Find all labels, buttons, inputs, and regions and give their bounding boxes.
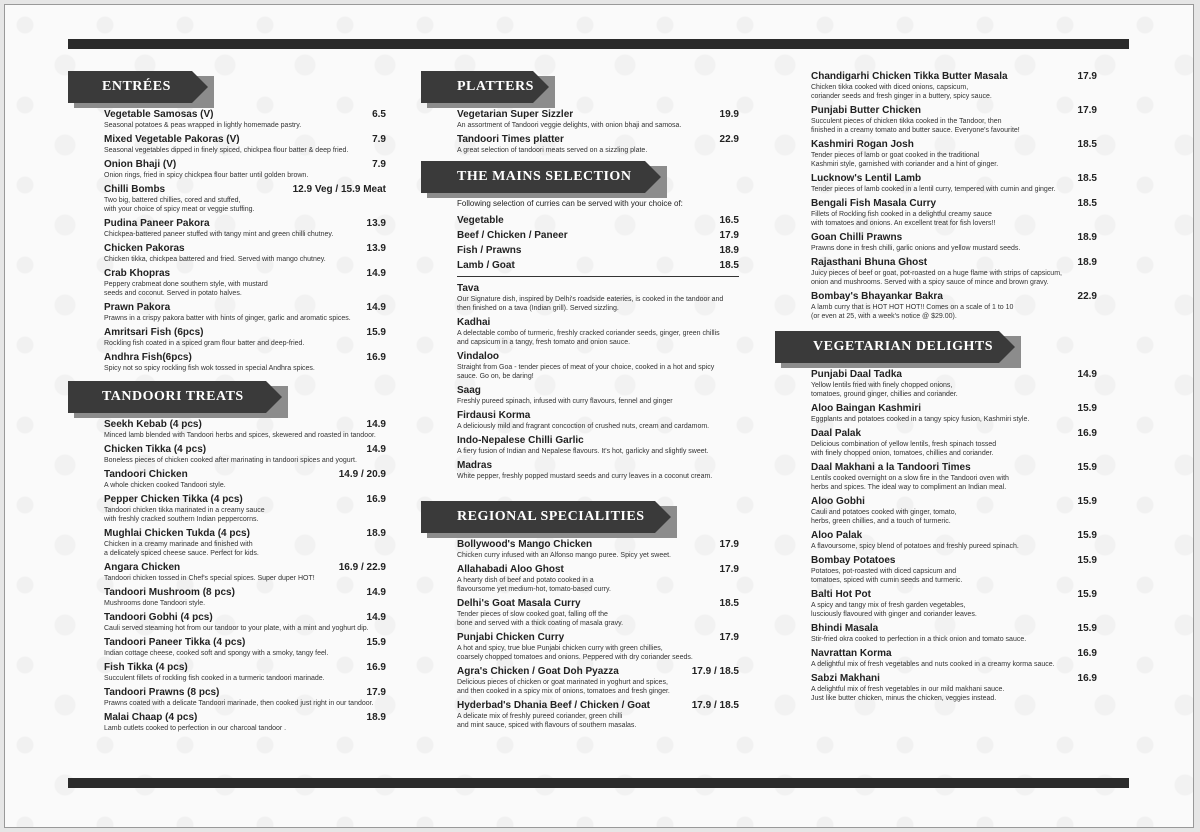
menu-item-price: 12.9 Veg / 15.9 Meat	[292, 184, 386, 195]
regional-list	[421, 539, 739, 730]
menu-item-name: Aloo Gobhi	[811, 496, 865, 507]
platters-title: PLATTERS	[421, 71, 533, 103]
entrees-title: ENTRÉES	[68, 71, 192, 103]
menu-item-name: Mughlai Chicken Tukda (4 pcs)	[104, 528, 250, 539]
menu-item	[68, 134, 386, 155]
menu-item-name: Tandoori Chicken	[104, 469, 188, 480]
menu-item	[421, 435, 739, 456]
menu-item-price: 7.9	[372, 159, 386, 170]
menu-item	[68, 494, 386, 524]
menu-item-description: Tender pieces of slow cooked goat, falling off the bone and served with a thick coating of masala gravy.	[457, 611, 624, 627]
curry-base-label: Vegetable	[457, 215, 504, 226]
regional-title: REGIONAL SPECIALITIES	[421, 501, 655, 533]
curry-base-price: 16.5	[719, 215, 739, 226]
menu-item-description: Straight from Goa - tender pieces of meat of your choice, cooked in a hot and spicy sauce. Go on, be daring!	[457, 364, 715, 380]
menu-item-description: Tender pieces of lamb cooked in a lentil curry, tempered with cumin and ginger.	[811, 186, 1056, 193]
menu-item-description: Minced lamb blended with Tandoori herbs and spices, skewered and roasted in tandoor.	[104, 432, 376, 439]
menu-item-price: 16.9	[1077, 648, 1097, 659]
menu-item-price: 17.9	[719, 632, 739, 643]
menu-item-description: Eggplants and potatoes cooked in a tangy spicy fusion, Kashmiri style.	[811, 416, 1030, 423]
menu-item-price: 16.9	[366, 352, 386, 363]
menu-item-name: Indo-Nepalese Chilli Garlic	[457, 435, 584, 446]
menu-item-name: Tandoori Times platter	[457, 134, 564, 145]
menu-item	[68, 109, 386, 130]
menu-item-price: 22.9	[1077, 291, 1097, 302]
menu-item-name: Amritsari Fish (6pcs)	[104, 327, 204, 338]
menu-item-description: A hearty dish of beef and potato cooked in a flavoursome yet medium-hot, tomato-based curry.	[457, 577, 611, 593]
menu-item-description: Boneless pieces of chicken cooked after marinating in tandoori spices and yogurt.	[104, 457, 357, 464]
menu-item	[421, 632, 739, 662]
menu-item-price: 7.9	[372, 134, 386, 145]
menu-item-name: Goan Chilli Prawns	[811, 232, 903, 243]
menu-item-description: Chicken tikka, chickpea battered and fried. Served with mango chutney.	[104, 256, 326, 263]
menu-item	[775, 623, 1097, 644]
menu-item-description: Mushrooms done Tandoori style.	[104, 600, 206, 607]
menu-item-name: Prawn Pakora	[104, 302, 171, 313]
menu-item-name: Daal Makhani a la Tandoori Times	[811, 462, 971, 473]
menu-item	[775, 173, 1097, 194]
menu-item	[775, 428, 1097, 458]
menu-item-price: 17.9 / 18.5	[691, 666, 739, 677]
vegetarian-title: VEGETARIAN DELIGHTS	[775, 331, 999, 363]
menu-item-description: A hot and spicy, true blue Punjabi chicken curry with green chillies, coarsely chopped tomatoes and onions. Peppered with dry coriander seeds.	[457, 645, 693, 661]
menu-item-name: Seekh Kebab (4 pcs)	[104, 419, 202, 430]
menu-item	[775, 462, 1097, 492]
menu-item	[421, 134, 739, 155]
menu-item-price: 16.9	[366, 662, 386, 673]
menu-item-name: Tava	[457, 283, 480, 294]
menu-item-description: Potatoes, pot-roasted with diced capsicum and tomatoes, spiced with cumin seeds and turmeric.	[811, 568, 963, 584]
menu-item-price: 15.9	[366, 637, 386, 648]
curry-base-price: 18.5	[719, 260, 739, 271]
menu-item-name: Hyderbad's Dhania Beef / Chicken / Goat	[457, 700, 650, 711]
menu-item-description: A flavoursome, spicy blend of potatoes and freshly pureed spinach.	[811, 543, 1019, 550]
menu-item-price: 18.5	[1077, 139, 1097, 150]
menu-item-description: A delightful mix of fresh vegetables in our mild makhani sauce. Just like butter chicken, minus the chicken, veggies instead.	[811, 686, 1005, 702]
menu-item	[775, 198, 1097, 228]
menu-item-price: 15.9	[1077, 589, 1097, 600]
menu-item	[68, 687, 386, 708]
menu-item-name: Chilli Bombs	[104, 184, 166, 195]
menu-item-description: Chicken in a creamy marinade and finished with a delicately spiced cheese sauce. Perfect for kids.	[104, 541, 259, 557]
menu-item	[775, 291, 1097, 321]
menu-item	[68, 562, 386, 583]
menu-item-description: Chicken tikka cooked with diced onions, capsicum, coriander seeds and fresh ginger in a buttery, spicy sauce.	[811, 84, 992, 100]
menu-item-description: Lentils cooked overnight on a slow fire in the Tandoori oven with herbs and spices. The ideal way to compliment an Indian meal.	[811, 475, 1009, 491]
menu-item	[68, 302, 386, 323]
menu-item	[68, 352, 386, 373]
menu-item-description: A lamb curry that is HOT HOT HOT!! Comes on a scale of 1 to 10 (or even at 25, with a week's notice @ $29.00).	[811, 304, 1014, 320]
curry-base-label: Beef / Chicken / Paneer	[457, 230, 568, 241]
menu-item-name: Mixed Vegetable Pakoras (V)	[104, 134, 240, 145]
menu-item-price: 14.9	[1077, 369, 1097, 380]
menu-item-description: Prawns coated with a delicate Tandoori marinade, then cooked just right in our tandoor.	[104, 700, 374, 707]
menu-item-price: 14.9	[366, 302, 386, 313]
menu-item-name: Chicken Tikka (4 pcs)	[104, 444, 207, 455]
menu-item-price: 16.9 / 22.9	[338, 562, 386, 573]
menu-item-price: 18.5	[719, 598, 739, 609]
menu-item-description: Indian cottage cheese, cooked soft and spongy with a smoky, tangy feel.	[104, 650, 329, 657]
top-border-bar	[68, 39, 1129, 49]
menu-item	[775, 403, 1097, 424]
curry-base-price: 17.9	[719, 230, 739, 241]
menu-item-name: Sabzi Makhani	[811, 673, 880, 684]
menu-item-name: Bollywood's Mango Chicken	[457, 539, 593, 550]
menu-item-description: Cauli and potatoes cooked with ginger, tomato, herbs, green chillies, and a touch of turmeric.	[811, 509, 957, 525]
menu-item-description: Fillets of Rockling fish cooked in a delightful creamy sauce with tomatoes and onions. An excellent treat for fish lovers!!	[811, 211, 996, 227]
menu-item-description: Prawns done in fresh chilli, garlic onions and yellow mustard seeds.	[811, 245, 1021, 252]
menu-item-name: Punjabi Chicken Curry	[457, 632, 565, 643]
menu-item-name: Allahabadi Aloo Ghost	[457, 564, 564, 575]
menu-item	[68, 712, 386, 733]
menu-item-price: 15.9	[1077, 623, 1097, 634]
regional-continued-list	[775, 71, 1097, 321]
menu-item-name: Rajasthani Bhuna Ghost	[811, 257, 928, 268]
menu-item-name: Agra's Chicken / Goat Doh Pyazza	[457, 666, 619, 677]
menu-item-name: Saag	[457, 385, 481, 396]
menu-item-name: Tandoori Prawns (8 pcs)	[104, 687, 220, 698]
menu-item-name: Chandigarhi Chicken Tikka Butter Masala	[811, 71, 1008, 82]
curry-base-label: Fish / Prawns	[457, 245, 522, 256]
menu-item	[775, 232, 1097, 253]
menu-item-description: Chicken curry infused with an Alfonso mango puree. Spicy yet sweet.	[457, 552, 671, 559]
menu-item	[775, 555, 1097, 585]
menu-item-description: Tender pieces of lamb or goat cooked in the traditional Kashmiri style, garnished with coriander and a hint of ginger.	[811, 152, 999, 168]
mains-list	[421, 283, 739, 481]
menu-item	[68, 327, 386, 348]
menu-item-description: Seasonal potatoes & peas wrapped in lightly homemade pastry.	[104, 122, 302, 129]
menu-item-name: Punjabi Butter Chicken	[811, 105, 922, 116]
menu-item-description: Freshly pureed spinach, infused with curry flavours, fennel and ginger	[457, 398, 673, 405]
menu-item-description: Yellow lentils fried with finely chopped onions, tomatoes, ground ginger, chillies and coriander.	[811, 382, 958, 398]
vegetarian-heading	[775, 331, 1097, 363]
menu-item	[775, 673, 1097, 703]
menu-item-name: Balti Hot Pot	[811, 589, 871, 600]
menu-item-price: 14.9 / 20.9	[338, 469, 386, 480]
menu-item-price: 16.9	[366, 494, 386, 505]
mains-divider	[457, 276, 739, 277]
menu-item	[421, 317, 739, 347]
menu-item-price: 16.9	[1077, 673, 1097, 684]
menu-item-price: 15.9	[1077, 555, 1097, 566]
column-left	[68, 71, 386, 737]
menu-item-description: Juicy pieces of beef or goat, pot-roasted on a huge flame with strips of capsicum, onion and mushrooms. Served with a spicy sauce of mince and brown gravy.	[811, 270, 1062, 286]
menu-item-price: 14.9	[366, 268, 386, 279]
menu-item	[775, 257, 1097, 287]
menu-item-name: Pudina Paneer Pakora	[104, 218, 210, 229]
regional-heading	[421, 501, 739, 533]
menu-item	[421, 666, 739, 696]
menu-item-name: Delhi's Goat Masala Curry	[457, 598, 581, 609]
menu-item	[775, 369, 1097, 399]
menu-item-name: Tandoori Gobhi (4 pcs)	[104, 612, 213, 623]
menu-item-name: Bombay Potatoes	[811, 555, 896, 566]
menu-item-price: 15.9	[1077, 462, 1097, 473]
platters-heading	[421, 71, 739, 103]
menu-item-description: A delightful mix of fresh vegetables and nuts cooked in a creamy korma sauce.	[811, 661, 1055, 668]
menu-item-description: Prawns in a crispy pakora batter with hints of ginger, garlic and aromatic spices.	[104, 315, 351, 322]
menu-item	[68, 184, 386, 214]
platters-list	[421, 109, 739, 155]
menu-item-description: Tandoori chicken tikka marinated in a creamy sauce with freshly cracked southern Indian peppercorns.	[104, 507, 265, 523]
menu-item-description: A delectable combo of turmeric, freshly cracked coriander seeds, ginger, green chillis and capsicum in a tangy, fresh tomato and onion sauce.	[457, 330, 720, 346]
menu-item-price: 17.9	[719, 539, 739, 550]
menu-item-name: Lucknow's Lentil Lamb	[811, 173, 922, 184]
menu-item-price: 18.9	[366, 712, 386, 723]
menu-item	[68, 528, 386, 558]
menu-item-name: Madras	[457, 460, 493, 471]
menu-item	[68, 612, 386, 633]
menu-item-description: Chickpea-battered paneer stuffed with tangy mint and green chilli chutney.	[104, 231, 334, 238]
menu-item	[775, 648, 1097, 669]
menu-item-price: 17.9 / 18.5	[691, 700, 739, 711]
menu-item	[68, 469, 386, 490]
menu-item-name: Vegetable Samosas (V)	[104, 109, 214, 120]
menu-item	[68, 587, 386, 608]
menu-item-price: 6.5	[372, 109, 386, 120]
menu-item-description: Succulent pieces of chicken tikka cooked in the Tandoor, then finished in a creamy tomato and butter sauce. Everyone's favourite!	[811, 118, 1020, 134]
menu-item-name: Tandoori Paneer Tikka (4 pcs)	[104, 637, 246, 648]
menu-item-price: 22.9	[719, 134, 739, 145]
menu-item	[68, 243, 386, 264]
menu-item-name: Bengali Fish Masala Curry	[811, 198, 937, 209]
menu-item-name: Pepper Chicken Tikka (4 pcs)	[104, 494, 243, 505]
menu-item	[775, 589, 1097, 619]
entrees-list	[68, 109, 386, 373]
menu-item-name: Bhindi Masala	[811, 623, 879, 634]
menu-item-description: A great selection of tandoori meats served on a sizzling plate.	[457, 147, 648, 154]
menu-item	[68, 159, 386, 180]
menu-item-price: 19.9	[719, 109, 739, 120]
menu-item-description: Seasonal vegetables dipped in finely spiced, chickpea flour batter & deep fried.	[104, 147, 349, 154]
menu-item-name: Andhra Fish(6pcs)	[104, 352, 192, 363]
menu-item	[68, 218, 386, 239]
menu-item	[421, 539, 739, 560]
menu-item-price: 16.9	[1077, 428, 1097, 439]
menu-item	[68, 444, 386, 465]
column-middle	[421, 71, 739, 734]
menu-item	[421, 351, 739, 381]
menu-item-name: Kadhai	[457, 317, 491, 328]
menu-item-description: Rockling fish coated in a spiced gram flour batter and deep-fried.	[104, 340, 305, 347]
menu-item-description: Spicy not so spicy rockling fish wok tossed in special Andhra spices.	[104, 365, 315, 372]
menu-item-price: 15.9	[1077, 496, 1097, 507]
menu-item-description: Peppery crabmeat done southern style, with mustard seeds and coconut. Served in potato halves.	[104, 281, 268, 297]
menu-item-name: Aloo Palak	[811, 530, 863, 541]
menu-item-description: Cauli served steaming hot from our tandoor to your plate, with a mint and yoghurt dip.	[104, 625, 369, 632]
menu-item	[775, 105, 1097, 135]
menu-item-price: 14.9	[366, 587, 386, 598]
menu-item-description: Our Signature dish, inspired by Delhi's roadside eateries, is cooked in the tandoor and then finished on a tava (Indian grill). Served sizzling.	[457, 296, 724, 312]
curry-base-price-row	[421, 243, 739, 258]
menu-item-price: 17.9	[366, 687, 386, 698]
menu-item	[421, 385, 739, 406]
menu-item-name: Vindaloo	[457, 351, 500, 362]
menu-item-name: Angara Chicken	[104, 562, 181, 573]
menu-item	[421, 598, 739, 628]
menu-item-price: 18.9	[366, 528, 386, 539]
menu-item-price: 15.9	[1077, 530, 1097, 541]
menu-item-price: 15.9	[366, 327, 386, 338]
menu-item-price: 13.9	[366, 243, 386, 254]
menu-item-name: Fish Tikka (4 pcs)	[104, 662, 188, 673]
menu-item-description: Succulent fillets of rockling fish cooked in a turmeric tandoori marinade.	[104, 675, 325, 682]
menu-item-name: Vegetarian Super Sizzler	[457, 109, 574, 120]
menu-item	[421, 283, 739, 313]
menu-item-price: 18.5	[1077, 198, 1097, 209]
menu-item-description: Lamb cutlets cooked to perfection in our charcoal tandoor .	[104, 725, 287, 732]
entrees-heading	[68, 71, 386, 103]
menu-item	[68, 268, 386, 298]
bottom-border-bar	[68, 778, 1129, 788]
menu-item-description: Onion rings, fried in spicy chickpea flour batter until golden brown.	[104, 172, 309, 179]
menu-item-description: Delicious pieces of chicken or goat marinated in yoghurt and spices, and then cooked in a spicy mix of onions, tomatoes and fresh ginger.	[457, 679, 670, 695]
curry-base-price-row	[421, 228, 739, 243]
vegetarian-list	[775, 369, 1097, 703]
mains-title: THE MAINS SELECTION	[421, 161, 645, 193]
menu-item	[421, 109, 739, 130]
menu-item-name: Malai Chaap (4 pcs)	[104, 712, 198, 723]
menu-item-price: 14.9	[366, 612, 386, 623]
menu-item-name: Tandoori Mushroom (8 pcs)	[104, 587, 235, 598]
menu-item-description: A whole chicken cooked Tandoori style.	[104, 482, 226, 489]
menu-item-price: 14.9	[366, 419, 386, 430]
menu-item-description: White pepper, freshly popped mustard seeds and curry leaves in a coconut cream.	[457, 473, 713, 480]
column-right	[775, 71, 1097, 707]
menu-item	[775, 496, 1097, 526]
menu-item-name: Bombay's Bhayankar Bakra	[811, 291, 943, 302]
mains-intro: Following selection of curries can be served with your choice of:	[457, 199, 683, 208]
menu-item	[421, 564, 739, 594]
mains-heading	[421, 161, 739, 193]
menu-page	[4, 4, 1194, 828]
menu-item-price: 18.9	[1077, 257, 1097, 268]
menu-item-name: Punjabi Daal Tadka	[811, 369, 902, 380]
menu-item-description: Two big, battered chillies, cored and stuffed, with your choice of spicy meat or veggie stuffing.	[104, 197, 255, 213]
menu-item-description: A delicate mix of freshly pureed coriander, green chilli and mint sauce, spiced with flavours of southern masalas.	[457, 713, 637, 729]
menu-item-description: A spicy and tangy mix of fresh garden vegetables, lusciously flavoured with ginger and coriander leaves.	[811, 602, 977, 618]
menu-item	[68, 662, 386, 683]
menu-item	[421, 460, 739, 481]
menu-item	[775, 530, 1097, 551]
tandoori-title: TANDOORI TREATS	[68, 381, 266, 413]
menu-item-description: Delicious combination of yellow lentils, fresh spinach tossed with finely chopped onion, tomatoes, chillies and coriander.	[811, 441, 997, 457]
menu-item-price: 17.9	[719, 564, 739, 575]
mains-price-list	[421, 213, 739, 273]
menu-item-description: An assortment of Tandoori veggie delights, with onion bhaji and samosa.	[457, 122, 682, 129]
menu-item-description: Tandoori chicken tossed in Chef's special spices. Super duper HOT!	[104, 575, 315, 582]
menu-item-name: Onion Bhaji (V)	[104, 159, 177, 170]
menu-item-price: 17.9	[1077, 105, 1097, 116]
curry-base-label: Lamb / Goat	[457, 260, 515, 271]
menu-item-description: A fiery fusion of Indian and Nepalese flavours. It's hot, garlicky and slightly sweet.	[457, 448, 709, 455]
menu-item	[68, 419, 386, 440]
curry-base-price: 18.9	[719, 245, 739, 256]
tandoori-heading	[68, 381, 386, 413]
menu-item-price: 17.9	[1077, 71, 1097, 82]
curry-base-price-row	[421, 258, 739, 273]
menu-item	[421, 700, 739, 730]
menu-item-name: Chicken Pakoras	[104, 243, 185, 254]
menu-item-price: 18.9	[1077, 232, 1097, 243]
menu-item	[421, 410, 739, 431]
menu-item-name: Firdausi Korma	[457, 410, 531, 421]
tandoori-list	[68, 419, 386, 733]
menu-item-price: 15.9	[1077, 403, 1097, 414]
menu-item-price: 13.9	[366, 218, 386, 229]
menu-item-description: A deliciously mild and fragrant concoction of crushed nuts, cream and cardamom.	[457, 423, 710, 430]
menu-item-price: 18.5	[1077, 173, 1097, 184]
menu-item-name: Kashmiri Rogan Josh	[811, 139, 914, 150]
menu-item-price: 14.9	[366, 444, 386, 455]
menu-item-name: Daal Palak	[811, 428, 862, 439]
menu-item	[775, 71, 1097, 101]
menu-item	[68, 637, 386, 658]
menu-item-name: Aloo Baingan Kashmiri	[811, 403, 922, 414]
menu-item-name: Navrattan Korma	[811, 648, 892, 659]
menu-item	[775, 139, 1097, 169]
menu-item-description: Stir-fried okra cooked to perfection in a thick onion and tomato sauce.	[811, 636, 1027, 643]
menu-item-name: Crab Khopras	[104, 268, 171, 279]
curry-base-price-row	[421, 213, 739, 228]
